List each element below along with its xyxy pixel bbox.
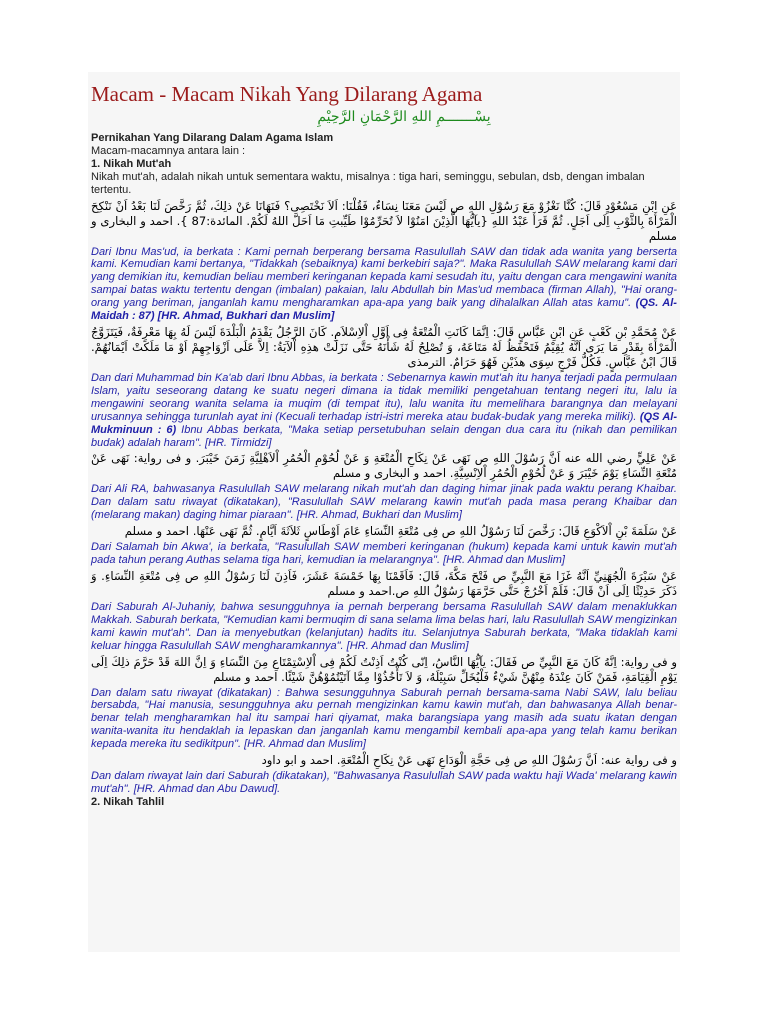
arabic-hadith: عَنِ ابْنِ مَسْعُوْدٍ قَالَ: كُنَّا نَغْزُوْ مَعَ رَسُوْلِ اللهِ ص لَيْسَ مَعَنَا نِسَاءٌ، فَقُلْنَا: اَلاَ نَخْتَصِى؟ فَنَهَانَا عَنْ ذلِكَ، ثُمَّ رَخَّصَ لَنَا بَعْدُ اَنْ نَنْكِحَ الْمَرْأَةَ بِالثَّوْبِ اِلَى اَجَلٍ. ثُمَّ قَرَأَ عَبْدُ اللهِ {يآيُّهَا الَّذِيْنَ امَنُوْا لاَ تُحَرِّمُوْا طَيِّبتِ مَا اَحَلَّ اللهُ لَكُمْ. المائدة:87 }. احمد و البخارى و مسلم <box>91 198 678 243</box>
page-title: Macam - Macam Nikah Yang Dilarang Agama <box>91 82 483 106</box>
section-subheading: Pernikahan Yang Dilarang Dalam Agama Islam <box>91 132 334 144</box>
hadith-source: [HR. Ahmad dan Muslim] <box>244 738 366 751</box>
intro-text: Macam-macamnya antara lain : <box>91 144 246 157</box>
translation-text: Dan dalam satu riwayat (dikatakan) : Bahwa sesungguhnya Saburah pernah bersama-sama Nabi SAW, lalu beliau bersabda, "Hai manusia, sesungguhnya aku pernah mengizinkan kamu kawin mut'ah, dan bahwasanya Allah benar-benar telah mengharamkan hal itu sampai hari qiyamat, maka barangsiapa yang masih ada suatu ikatan dengan wanita-wanita itu hendaklah ia lepaskan dan janganlah kamu mengambil kembali apa-apa yang telah kamu berikan kepada mereka itu sedikitpun". <box>91 686 677 751</box>
hadith-translation <box>91 372 677 449</box>
hadith-translation <box>91 770 677 796</box>
translation-text: Dan dalam riwayat lain dari Saburah (dikatakan), "Bahwasanya Rasulullah SAW pada waktu haji Wada' melarang kawin mut'ah". <box>91 770 677 795</box>
quran-reference: (QS. Al-Maidah : 87) <box>91 297 677 323</box>
definition-text: Nikah mut'ah, adalah nikah untuk sementara waktu, misalnya : tiga hari, seminggu, sebulan, dsb, dengan imbalan tertentu. <box>91 170 645 196</box>
translation-text: Dari Salamah bin Akwa', ia berkata, "Rasulullah SAW memberi keringanan (hukum) kepada kami untuk kawin mut'ah pada tahun perang Authas selama tiga hari, kemudian ia melarangnya". <box>91 541 677 567</box>
hadith-source: [HR. Ahmad, Bukhari dan Muslim] <box>157 310 335 323</box>
arabic-hadith: عَنْ مُحَمَّدِ بْنِ كَعْبٍ عَنِ ابْنِ عَبَّاسٍ قَالَ: اِنَّمَا كَانَتِ الْمُتْعَةُ فِى اَوَّلِ اْلاِسْلاَمِ. كَانَ الرَّجُلُ يَقْدَمُ الْبَلْدَةَ لَيْسَ لَهُ بِهَا مَعْرِفَةٌ، فَيَتَزَوَّجُ الْمَرْأَةَ بِقَدْرِ مَا يَرَى اَنَّهُ يُقِيْمُ فَتَحْفَظُ لَهُ مَتَاعَهُ، وَ تُصْلِحُ لَهُ شَأْنَهُ حَتَّى نَزَلَتْ هذِهِ اْلآيَةُ: اِلاَّ عَلَى اَزْوَاجِهِمْ اَوْ مَا مَلَكَتْ اَيْمَانُهُمْ. قَالَ ابْنُ عَبَّاسٍ. فَكُلُّ فَرْجٍ سِوَى هذَيْنِ فَهُوَ حَرَامٌ. الترمذى <box>91 324 677 369</box>
translation-text: Dari Ibnu Mas'ud, ia berkata : Kami pernah berperang bersama Rasulullah SAW dan tidak ada wanita yang berserta kami. Kemudian kami bertanya, "Tidakkah (sebaiknya) kami berkebiri saja?". Maka Rasulullah SAW melarang kami dari yang demikian itu, kemudian beliau memberi keringanan kepada kami sesudah itu, yaitu dengan cara mengawini wanita sampai batas waktu tertentu dengan (imbalan) pakaian, lalu Abdullah bin Mas'ud membaca (firman Allah), "Hai orang-orang yang beriman, janganlah kamu mengharamkan apa-apa yang baik yang dihalalkan Allah atas kamu". <box>91 245 677 310</box>
hadith-translation <box>91 483 677 522</box>
arabic-hadith: عَنْ سَلَمَةَ بْنِ اْلاَكْوَعِ قَالَ: رَخَّصَ لَنَا رَسُوْلُ اللهِ ص فِى مُتْعَةِ النِّسَاءِ عَامَ اَوْطَاسٍ ثَلاَثَةَ اَيَّامٍ. ثُمَّ نَهَى عَنْهَا. احمد و مسلم <box>124 524 677 539</box>
section-heading-nikah-tahlil: 2. Nikah Tahlil <box>91 795 165 808</box>
document-content <box>88 72 680 809</box>
hadith-translation <box>91 541 677 567</box>
hadith-translation <box>91 601 677 653</box>
arabic-hadith: عَنْ سَبْرَةَ الْجُهَنِيِّ اَنَّهُ غَزَا مَعَ النَّبِيِّ ص فَتْحَ مَكَّةَ، قَالَ: فَاَقَمْنَا بِهَا خَمْسَةَ عَشَرَ، فَاَذِنَ لَنَا رَسُوْلُ اللهِ ص فِى مُتْعَةِ النِّسَاءِ. وَ ذَكَرَ حَدِيْثًا اِلَى اَنْ قَالَ: فَلَمْ اَخْرُجْ حَتَّى حَرَّمَهَا رَسُوْلُ اللهِ ص.احمد و مسلم <box>91 568 677 598</box>
hadith-translation <box>91 687 677 752</box>
arabic-hadith: و فى رواية عنه: اَنَّ رَسُوْلَ اللهِ ص فِى حَجَّةِ الْوَدَاعِ نَهَى عَنْ نِكَاحِ الْمُتْعَةِ. احمد و ابو داود <box>261 753 677 768</box>
section-heading-nikah-mutah: 1. Nikah Mut'ah <box>91 157 172 170</box>
translation-text: Dari Saburah Al-Juhaniy, bahwa sesungguhnya ia pernah berperang bersama Rasulullah SAW dalam menaklukkan Makkah. Saburah berkata, "Kemudian kami bermuqim di sana selama lima belas hari, lalu Rasulullah SAW mengizinkan kami kawin mut'ah". Dan ia menyebutkan (kelanjutan) hadits itu. Selanjutnya Saburah berkata, "Maka tidaklah kami keluar hingga Rasulullah SAW mengharamkannya". <box>91 600 677 652</box>
translation-text: Dari Ali RA, bahwasanya Rasulullah SAW melarang nikah mut'ah dan daging himar jinak pada waktu perang Khaibar. Dan dalam satu riwayat (dikatakan), "Rasulullah SAW melarang kawin mut'ah pada masa perang Khaibar dan (melarang makan) daging himar piaraan". <box>91 483 677 522</box>
document-page <box>88 72 680 952</box>
hadith-source: [HR. Tirmidzi] <box>204 436 272 449</box>
hadith-source: [HR. Ahmad dan Muslim] <box>346 639 469 652</box>
hadith-source: [HR. Ahmad dan Abu Dawud]. <box>133 783 281 795</box>
bismillah-heading: بِسْـــــــمِ اللهِ الرَّحْمَانِ الرَّحِيْمِ <box>317 109 491 125</box>
arabic-hadith: عَنْ عَلِيٍّ رضي الله عنه اَنَّ رَسُوْلَ اللهِ ص نَهَى عَنْ نِكَاحِ الْمُتْعَةِ وَ عَنْ لُحُوْمِ الْحُمُرِ اْلاَهْلِيَّةِ زَمَنَ خَيْبَرَ. و فى رواية: نَهَى عَنْ مُتْعَةِ النِّسَاءِ يَوْمَ خَيْبَرَ وَ عَنْ لُحُوْمِ الْحُمُرِ اْلاِنْسِيَّةِ. احمد و البخارى و مسلم <box>91 451 677 481</box>
arabic-hadith: و فى رواية: اِنَّهُ كَانَ مَعَ النَّبِيِّ ص فَقَالَ: يآيُّهَا النَّاسُ، اِنّى كُنْتُ اَذِنْتُ لَكُمْ فِى اْلاِسْتِمْتَاعِ مِنَ النِّسَاءِ وَ اِنَّ اللهَ قَدْ حَرَّمَ ذلِكَ اِلَى يَوْمِ الْقِيَامَةِ، فَمَنْ كَانَ عِنْدَهُ مِنْهُنَّ شَيْءٌ فَلْيُخَلِّ سَبِيْلَهُ، وَ لاَ تَأْخُذُوْا مِمَّا آتَيْتُمُوْهُنَّ شَيْئًا. احمد و مسلم <box>91 654 677 684</box>
hadith-source: [HR. Ahmad, Bukhari dan Muslim] <box>296 509 462 522</box>
hadith-translation <box>91 246 677 323</box>
quran-reference: (QS Al-Mukminuun : 6) <box>91 410 677 436</box>
translation-text: Dan dari Muhammad bin Ka'ab dari Ibnu Abbas, ia berkata : Sebenarnya kawin mut'ah itu hanya terjadi pada permulaan Islam, yaitu seseorang datang ke suatu negeri dimana ia tidak memiliki pengetahuan tentang negeri itu, lalu ia mengawini seorang wanita selama ia muqim (di tempat itu), lalu wanita itu memelihara barangnya dan melayani urusannya sehingga turunlah ayat ini (Kecuali terhadap istri-istri mereka atau budak-budak yang mereka miliki). <box>91 371 677 423</box>
hadith-source: [HR. Ahmad dan Muslim] <box>443 554 565 567</box>
translation-text-end: Ibnu Abbas berkata, "Maka setiap persetubuhan selain dengan dua cara itu (nikah dan pemilikan budak) adalah haram". <box>91 423 677 449</box>
